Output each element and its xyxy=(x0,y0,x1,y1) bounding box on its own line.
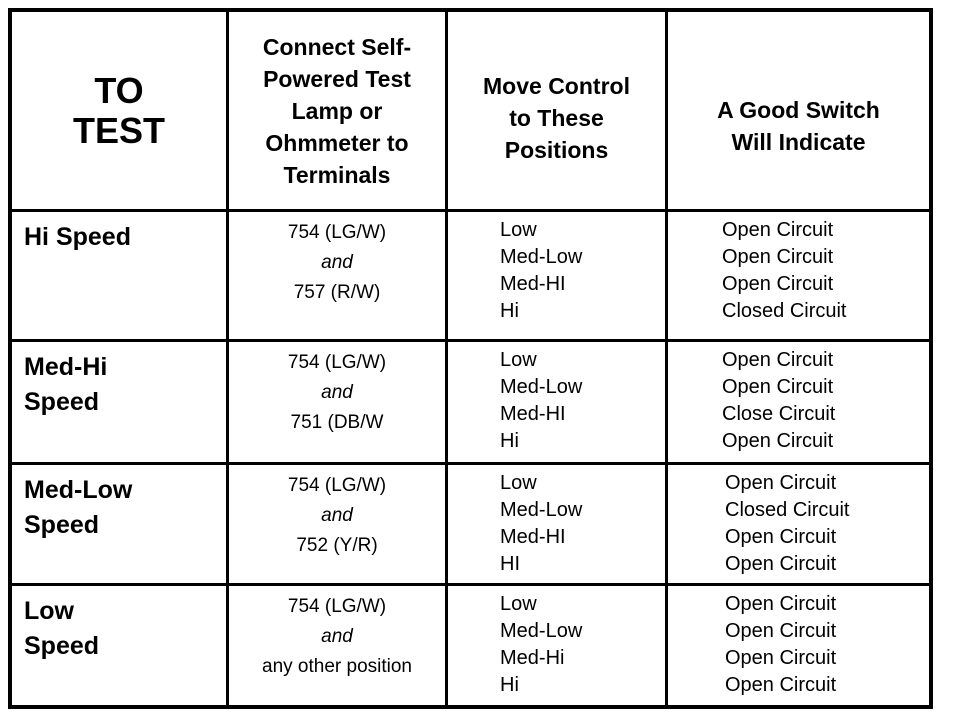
position-item: Low xyxy=(500,593,537,615)
header-good-switch xyxy=(668,12,929,209)
header-connect xyxy=(229,12,445,209)
indicate-item: Open Circuit xyxy=(725,472,837,494)
row-indicate xyxy=(725,465,929,583)
test-name-line: Hi Speed xyxy=(24,223,131,251)
indicate-item: Open Circuit xyxy=(725,553,837,575)
indicate-item: Open Circuit xyxy=(725,593,837,615)
header-move-line: Positions xyxy=(504,136,609,163)
indicate-item: Open Circuit xyxy=(725,526,837,548)
position-item: Med-Low xyxy=(500,499,583,521)
terminal-and: and xyxy=(321,252,353,273)
position-item: Low xyxy=(500,349,537,371)
indicate-item: Open Circuit xyxy=(722,273,834,295)
indicate-item: Open Circuit xyxy=(722,349,834,371)
position-item: Med-HI xyxy=(500,273,566,295)
terminal-a: 754 (LG/W) xyxy=(287,352,387,373)
test-name-line: Speed xyxy=(24,388,100,416)
header-good-line: Will Indicate xyxy=(731,128,866,155)
indicate-item: Open Circuit xyxy=(722,219,834,241)
row-test-name xyxy=(12,465,226,583)
indicate-item: Open Circuit xyxy=(722,430,834,452)
indicate-item: Open Circuit xyxy=(725,674,837,696)
indicate-item: Open Circuit xyxy=(725,620,837,642)
header-connect-line: Powered Test xyxy=(263,65,411,92)
indicate-item: Open Circuit xyxy=(722,246,834,268)
header-move-line: to These xyxy=(509,104,604,131)
position-item: Med-HI xyxy=(500,526,566,548)
row-positions xyxy=(500,212,665,339)
header-to-test xyxy=(12,12,226,209)
header-move-control xyxy=(448,12,665,209)
terminal-b: any other position xyxy=(262,656,412,677)
position-item: Med-HI xyxy=(500,403,566,425)
header-to-test-line: TEST xyxy=(72,109,165,151)
terminal-and: and xyxy=(321,505,353,526)
test-name-line: Low xyxy=(24,597,74,625)
indicate-item: Closed Circuit xyxy=(725,499,850,521)
header-connect-line: Lamp or xyxy=(291,97,383,124)
test-name-line: Med-Hi xyxy=(24,353,108,381)
indicate-item: Open Circuit xyxy=(722,376,834,398)
row-test-name xyxy=(12,586,226,705)
header-connect-line: Terminals xyxy=(283,161,391,188)
terminal-b: 751 (DB/W xyxy=(290,412,384,433)
row-indicate xyxy=(722,212,929,339)
row-terminals xyxy=(229,212,445,339)
position-item: HI xyxy=(500,553,520,575)
indicate-item: Open Circuit xyxy=(725,647,837,669)
position-item: Hi xyxy=(500,430,519,452)
header-move-line: Move Control xyxy=(483,72,630,99)
terminal-a: 754 (LG/W) xyxy=(287,222,387,243)
test-name-line: Med-Low xyxy=(24,476,133,504)
header-connect-line: Ohmmeter to xyxy=(265,129,409,156)
row-indicate xyxy=(725,586,929,705)
terminal-and: and xyxy=(321,382,353,403)
position-item: Med-Low xyxy=(500,620,583,642)
header-good-line: A Good Switch xyxy=(717,96,880,123)
row-positions xyxy=(500,465,665,583)
terminal-a: 754 (LG/W) xyxy=(287,475,387,496)
header-connect-line: Connect Self- xyxy=(262,33,412,60)
test-name-line: Speed xyxy=(24,632,100,660)
terminal-a: 754 (LG/W) xyxy=(287,596,387,617)
row-terminals xyxy=(229,342,445,462)
row-test-name xyxy=(12,212,226,339)
terminal-and: and xyxy=(321,626,353,647)
position-item: Hi xyxy=(500,674,519,696)
header-to-test-line: TO xyxy=(94,69,144,111)
row-terminals xyxy=(229,586,445,705)
position-item: Low xyxy=(500,472,537,494)
row-positions xyxy=(500,342,665,462)
position-item: Med-Hi xyxy=(500,647,565,669)
position-item: Low xyxy=(500,219,537,241)
indicate-item: Close Circuit xyxy=(722,403,836,425)
row-test-name xyxy=(12,342,226,462)
row-terminals xyxy=(229,465,445,583)
terminal-b: 757 (R/W) xyxy=(293,282,381,303)
row-indicate xyxy=(722,342,929,462)
test-name-line: Speed xyxy=(24,511,100,539)
indicate-item: Closed Circuit xyxy=(722,300,847,322)
position-item: Med-Low xyxy=(500,376,583,398)
position-item: Med-Low xyxy=(500,246,583,268)
switch-test-table xyxy=(8,8,933,709)
terminal-b: 752 (Y/R) xyxy=(296,535,378,556)
row-positions xyxy=(500,586,665,705)
position-item: Hi xyxy=(500,300,519,322)
